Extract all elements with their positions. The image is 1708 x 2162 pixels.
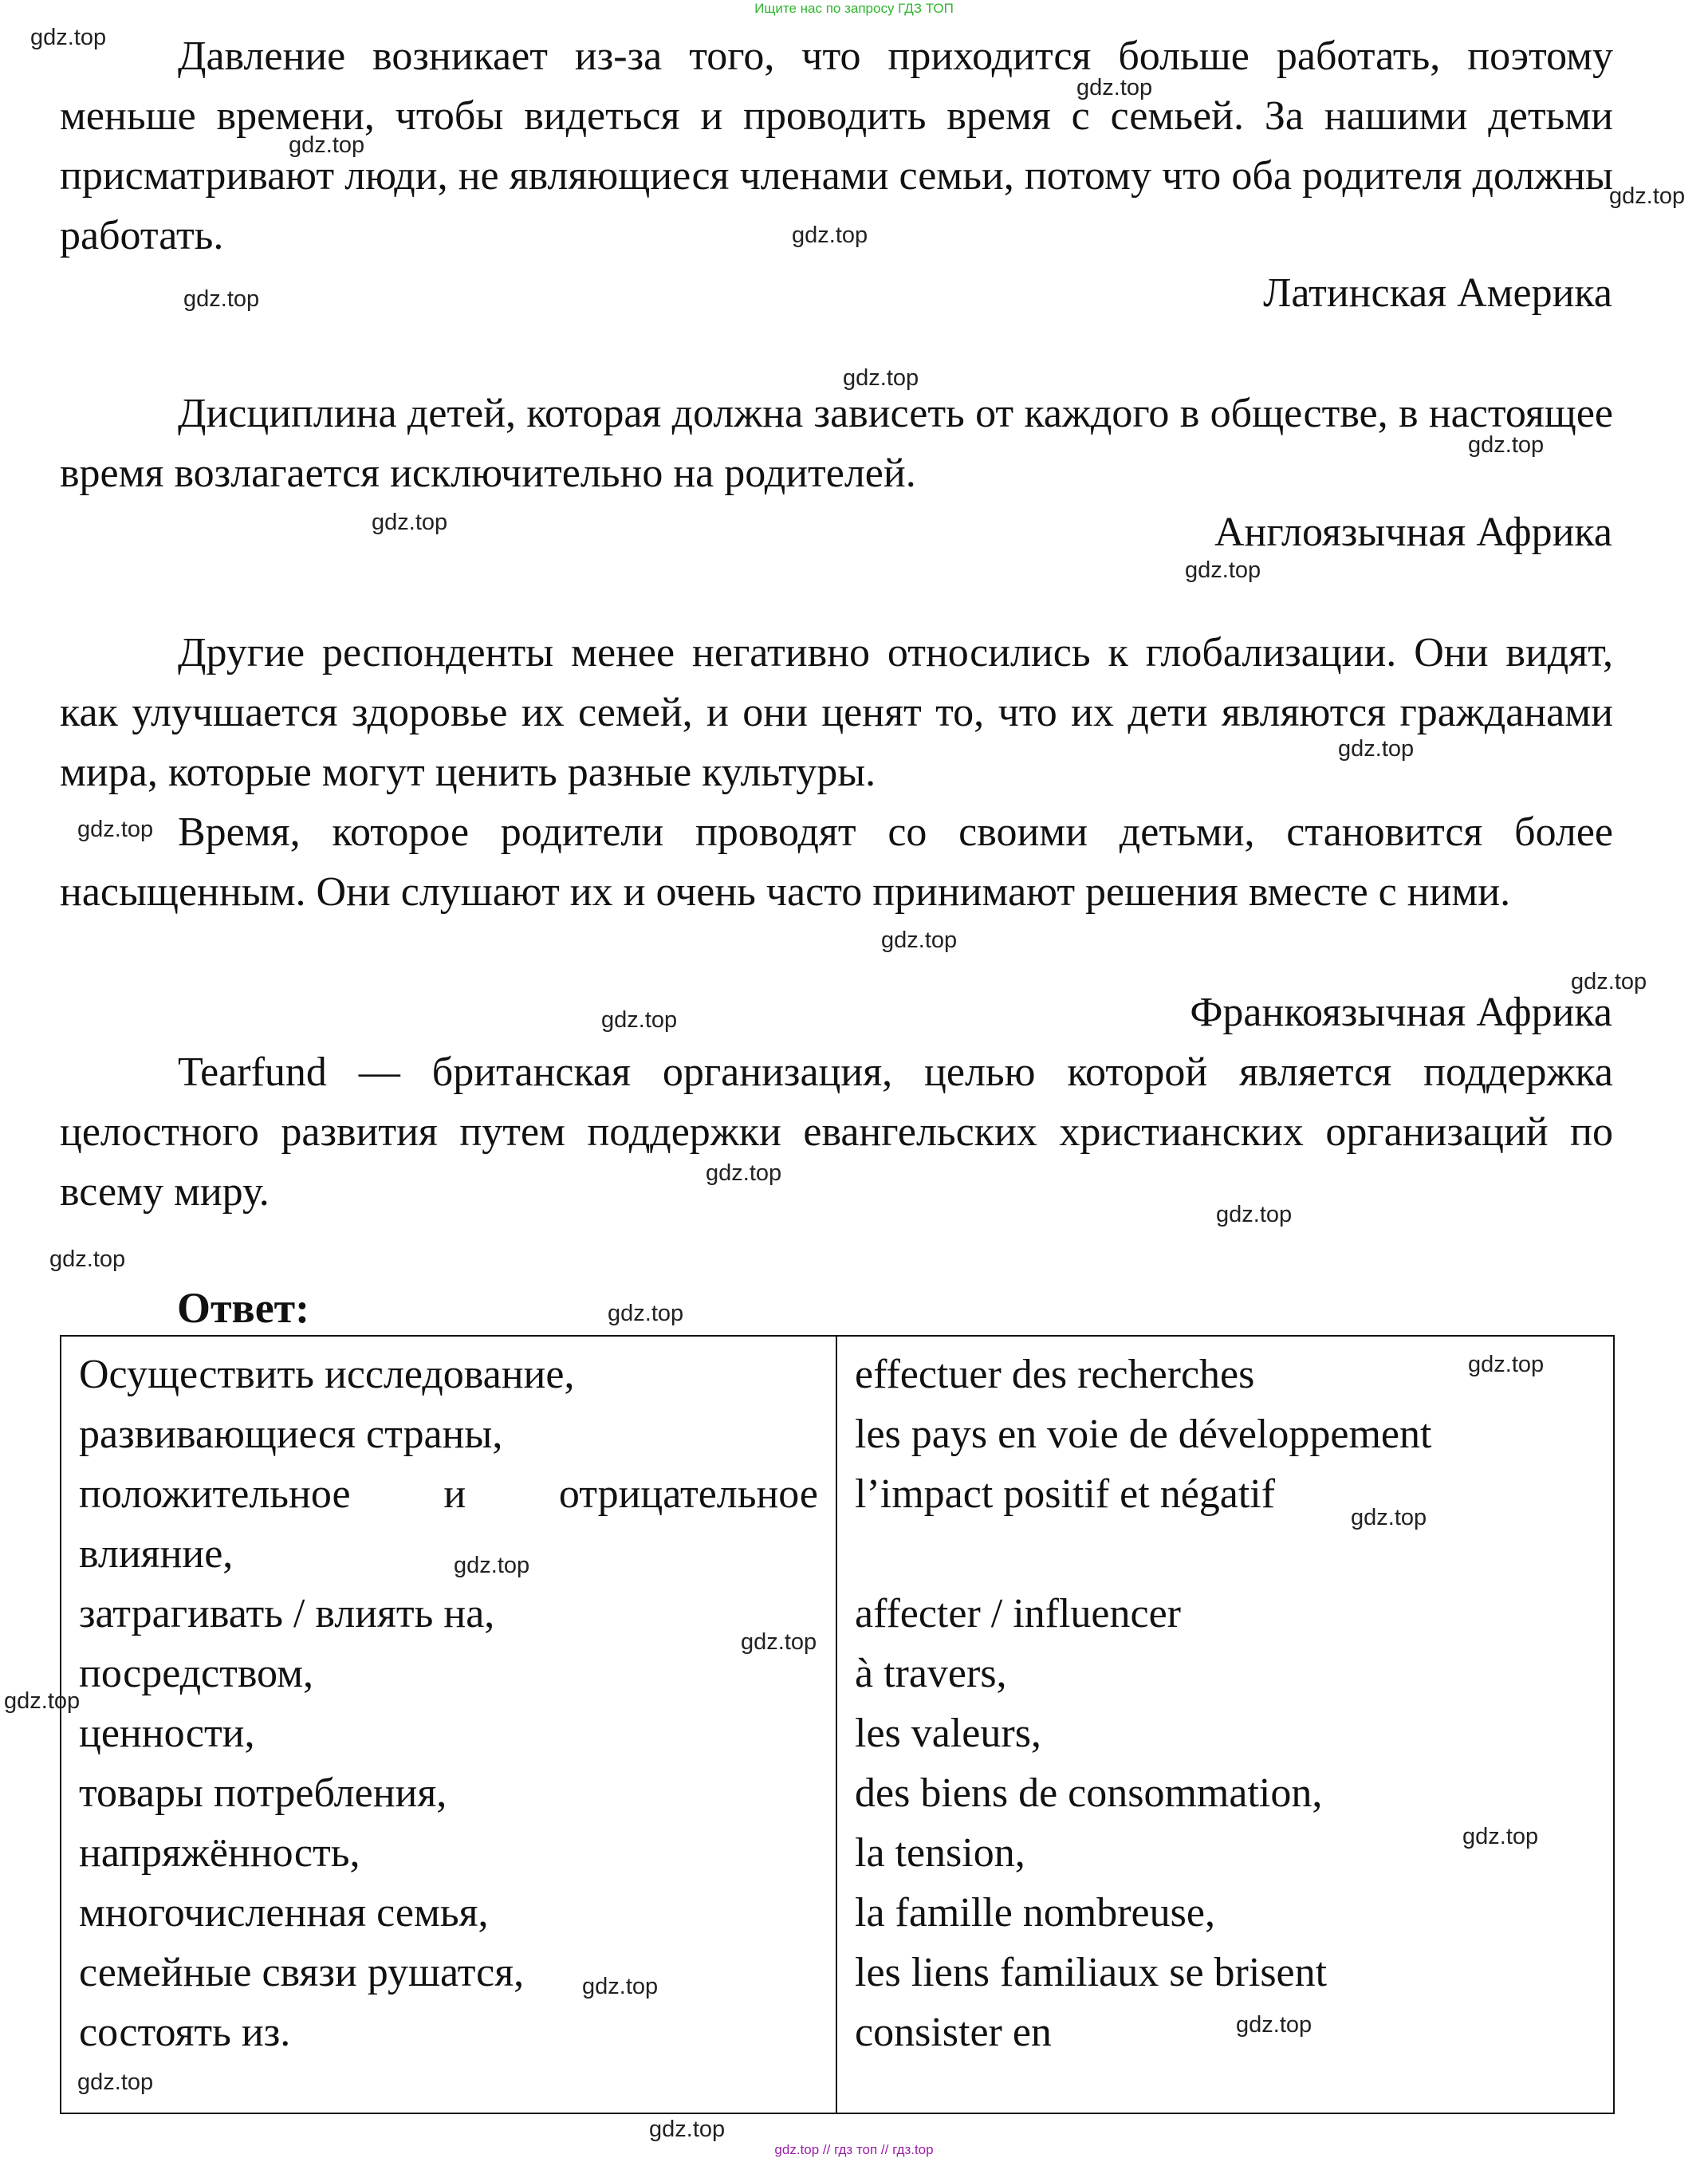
watermark: gdz.top	[741, 1629, 817, 1655]
fr-line: les pays en voie de développement	[855, 1412, 1432, 1457]
watermark: gdz.top	[1351, 1505, 1427, 1530]
watermark: gdz.top	[608, 1301, 684, 1326]
fr-line: l’impact positif et négatif	[855, 1471, 1276, 1517]
ru-line: напряжённость,	[79, 1830, 360, 1876]
watermark: gdz.top	[183, 286, 260, 312]
watermark: gdz.top	[792, 223, 868, 248]
bottom-banner: gdz.top // гдз топ // гдз.top	[774, 2142, 934, 2157]
watermark: gdz.top	[49, 1246, 126, 1272]
watermark: gdz.top	[454, 1553, 530, 1578]
fr-line: la famille nombreuse,	[855, 1890, 1215, 1936]
watermark: gdz.top	[1338, 736, 1415, 762]
ru-line: семейные связи рушатся,	[79, 1950, 525, 1995]
ru-line: Осуществить исследование,	[79, 1352, 575, 1397]
region-label-2: Англоязычная Африка	[1214, 510, 1612, 555]
ru-line: состоять из.	[79, 2010, 291, 2055]
fr-line: consister en	[855, 2010, 1052, 2055]
top-banner: Ищите нас по запросу ГДЗ ТОП	[754, 1, 954, 16]
watermark: gdz.top	[1185, 557, 1261, 583]
watermark: gdz.top	[706, 1160, 782, 1186]
spacer	[855, 1524, 1596, 1584]
ru-line: затрагивать / влиять на,	[79, 1591, 495, 1636]
fr-line: effectuer des recherches	[855, 1352, 1255, 1397]
watermark: gdz.top	[1571, 969, 1647, 994]
fr-line: des biens de consommation,	[855, 1770, 1323, 1816]
watermark: gdz.top	[1076, 75, 1153, 100]
watermark: gdz.top	[372, 510, 448, 535]
watermark: gdz.top	[77, 817, 154, 842]
watermark: gdz.top	[4, 1688, 81, 1714]
french-column	[836, 1336, 1614, 2113]
watermark: gdz.top	[1462, 1824, 1539, 1849]
watermark: gdz.top	[881, 927, 958, 953]
paragraph-5: Tearfund — британская организация, целью которой является поддержка целостного развития путем поддержки евангельских христианских организаций по всему миру.	[60, 1049, 1613, 1215]
watermark: gdz.top	[1468, 432, 1545, 458]
paragraph-2: Дисциплина детей, которая должна зависеть от каждого в обществе, в настоящее время возлагается исключительно на родителей.	[60, 391, 1613, 496]
watermark: gdz.top	[843, 365, 919, 391]
fr-line: les valeurs,	[855, 1711, 1041, 1756]
fr-line: affecter / influencer	[855, 1591, 1181, 1636]
paragraph-1: Давление возникает из-за того, что приходится больше работать, поэтому меньше времени, чтобы видеться и проводить время с семьей. За нашими детьми присматривают люди, не являющиеся членами семьи, потому что оба родителя должны работать.	[60, 33, 1613, 258]
watermark: gdz.top	[649, 2117, 726, 2142]
ru-line: посредством,	[79, 1651, 313, 1696]
paragraph-4: Время, которое родители проводят со своими детьми, становится более насыщенным. Они слушают их и очень часто принимают решения вместе с ними.	[60, 809, 1613, 915]
watermark: gdz.top	[1468, 1352, 1545, 1377]
fr-line: à travers,	[855, 1651, 1007, 1696]
watermark: gdz.top	[601, 1007, 678, 1033]
watermark: gdz.top	[1216, 1202, 1293, 1227]
region-label-3: Франкоязычная Африка	[1190, 990, 1612, 1035]
watermark: gdz.top	[77, 2069, 154, 2095]
ru-line: развивающиеся страны,	[79, 1412, 503, 1457]
ru-line: влияние,	[79, 1531, 234, 1577]
ru-line: многочисленная семья,	[79, 1890, 489, 1936]
fr-line: la tension,	[855, 1830, 1025, 1876]
ru-line: положительное и отрицательное	[79, 1471, 818, 1517]
watermark: gdz.top	[30, 25, 107, 50]
ru-line: товары потребления,	[79, 1770, 447, 1816]
russian-column	[61, 1336, 836, 2113]
watermark: gdz.top	[582, 1974, 659, 1999]
watermark: gdz.top	[1236, 2012, 1312, 2038]
paragraph-3: Другие респонденты менее негативно относились к глобализации. Они видят, как улучшается здоровье их семей, и они ценят то, что их дети являются гражданами мира, которые могут ценить разные культуры.	[60, 630, 1613, 795]
watermark: gdz.top	[289, 132, 365, 158]
watermark: gdz.top	[1609, 183, 1686, 209]
answer-table	[60, 1335, 1615, 2114]
ru-line: ценности,	[79, 1711, 255, 1756]
fr-line: les liens familiaux se brisent	[855, 1950, 1328, 1995]
answer-title: Ответ:	[177, 1284, 310, 1332]
region-label-1: Латинская Америка	[1263, 270, 1612, 316]
